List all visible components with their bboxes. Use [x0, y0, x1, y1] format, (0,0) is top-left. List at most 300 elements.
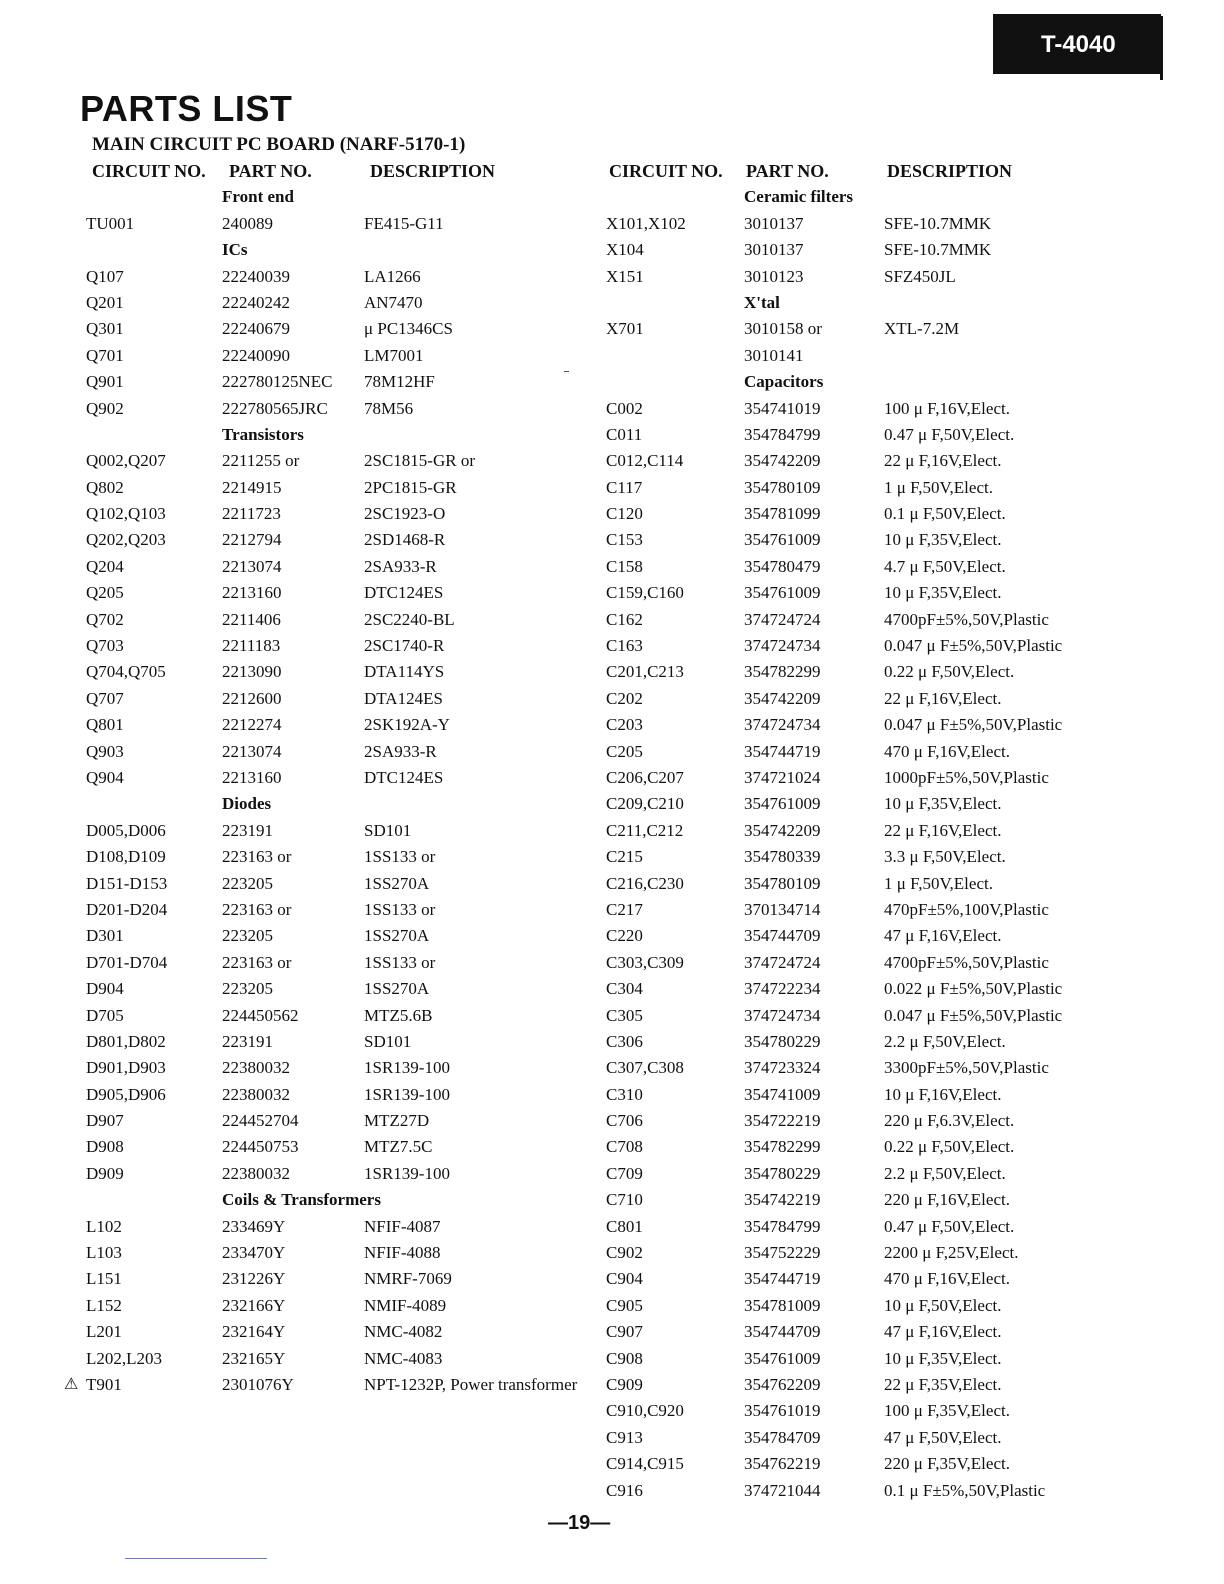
table-row	[0, 607, 612, 633]
circuit-no-cell: C304	[606, 979, 643, 999]
part-no-cell: 354780229	[744, 1163, 821, 1183]
part-no-cell: 354761009	[744, 530, 821, 550]
description-cell: 100 μ F,16V,Elect.	[884, 398, 1010, 418]
section-heading: Diodes	[222, 794, 272, 814]
section-heading-row	[600, 290, 1224, 316]
part-no-cell: 2213160	[222, 767, 282, 787]
circuit-no-cell: Q201	[86, 292, 124, 312]
part-no-cell: 224450562	[222, 1005, 299, 1025]
part-no-cell: 232164Y	[222, 1322, 286, 1342]
circuit-no-cell: C117	[606, 477, 643, 497]
description-cell: MTZ7.5C	[364, 1137, 433, 1157]
description-cell: 22 μ F,16V,Elect.	[884, 820, 1002, 840]
description-cell: NMIF-4089	[364, 1295, 447, 1315]
description-cell: 47 μ F,16V,Elect.	[884, 1322, 1002, 1342]
table-row	[0, 712, 612, 738]
description-cell: 10 μ F,35V,Elect.	[884, 794, 1002, 814]
part-no-cell: 232166Y	[222, 1295, 286, 1315]
part-no-cell: 3010158 or	[744, 319, 822, 339]
table-row	[0, 580, 612, 606]
description-cell: 2SC2240-BL	[364, 609, 455, 629]
part-no-cell: 223205	[222, 926, 273, 946]
table-row	[0, 923, 612, 949]
circuit-no-cell: X104	[606, 240, 644, 260]
description-cell: SD101	[364, 1031, 412, 1051]
part-no-cell: 374722234	[744, 979, 821, 999]
table-row	[0, 501, 612, 527]
part-no-cell: 354780229	[744, 1031, 821, 1051]
circuit-no-cell: D301	[86, 926, 124, 946]
description-cell: AN7470	[364, 292, 423, 312]
section-heading-row	[0, 1187, 612, 1213]
circuit-no-cell: D705	[86, 1005, 124, 1025]
part-no-cell: 223191	[222, 1031, 273, 1051]
circuit-no-cell: X101,X102	[606, 213, 686, 233]
part-no-cell: 354761019	[744, 1401, 821, 1421]
circuit-no-cell: Q102,Q103	[86, 504, 166, 524]
description-cell: μ PC1346CS	[364, 319, 453, 339]
table-row	[0, 264, 612, 290]
part-no-cell: 22240090	[222, 345, 290, 365]
table-row	[0, 1003, 612, 1029]
table-row	[600, 475, 1224, 501]
description-cell: 22 μ F,16V,Elect.	[884, 688, 1002, 708]
description-cell: 4700pF±5%,50V,Plastic	[884, 952, 1049, 972]
circuit-no-cell: C303,C309	[606, 952, 684, 972]
table-row	[600, 527, 1224, 553]
table-row	[600, 712, 1224, 738]
table-row	[600, 237, 1224, 263]
description-cell: 470pF±5%,100V,Plastic	[884, 899, 1049, 919]
part-no-cell: 374724734	[744, 1005, 821, 1025]
description-cell: 1 μ F,50V,Elect.	[884, 873, 993, 893]
table-row	[0, 897, 612, 923]
circuit-no-cell: C203	[606, 715, 643, 735]
table-row	[600, 264, 1224, 290]
part-no-cell: 22240039	[222, 266, 290, 286]
description-cell: DTC124ES	[364, 767, 444, 787]
table-row	[0, 290, 612, 316]
description-cell: 10 μ F,35V,Elect.	[884, 1348, 1002, 1368]
part-no-cell: 374721044	[744, 1480, 821, 1500]
circuit-no-cell: C163	[606, 636, 643, 656]
part-no-cell: 354784799	[744, 424, 821, 444]
part-no-cell: 224450753	[222, 1137, 299, 1157]
description-cell: 1SS270A	[364, 873, 430, 893]
table-row	[600, 1214, 1224, 1240]
description-cell: 2200 μ F,25V,Elect.	[884, 1243, 1019, 1263]
part-no-cell: 354742219	[744, 1190, 821, 1210]
circuit-no-cell: C306	[606, 1031, 643, 1051]
circuit-no-cell: Q703	[86, 636, 124, 656]
section-heading: Coils & Transformers	[222, 1190, 381, 1210]
header-description: DESCRIPTION	[370, 161, 496, 181]
description-cell: 0.047 μ F±5%,50V,Plastic	[884, 636, 1063, 656]
circuit-no-cell: D801,D802	[86, 1031, 166, 1051]
circuit-no-cell: C710	[606, 1190, 643, 1210]
part-no-cell: 354780109	[744, 477, 821, 497]
description-cell: 2SC1923-O	[364, 504, 446, 524]
description-cell: XTL-7.2M	[884, 319, 960, 339]
description-cell: NMC-4082	[364, 1322, 443, 1342]
table-row	[600, 396, 1224, 422]
part-no-cell: 374724734	[744, 715, 821, 735]
description-cell: 22 μ F,16V,Elect.	[884, 451, 1002, 471]
table-row	[0, 686, 612, 712]
circuit-no-cell: C202	[606, 688, 643, 708]
circuit-no-cell: X701	[606, 319, 644, 339]
table-row	[0, 1214, 612, 1240]
table-row	[0, 316, 612, 342]
circuit-no-cell: C307,C308	[606, 1058, 684, 1078]
circuit-no-cell: C913	[606, 1427, 643, 1447]
table-row	[600, 448, 1224, 474]
part-no-cell: 354722219	[744, 1111, 821, 1131]
table-row	[0, 554, 612, 580]
circuit-no-cell: C709	[606, 1163, 643, 1183]
table-row	[0, 527, 612, 553]
section-heading: X'tal	[744, 292, 780, 312]
circuit-no-cell: Q801	[86, 715, 124, 735]
description-cell: MTZ5.6B	[364, 1005, 433, 1025]
circuit-no-cell: C909	[606, 1374, 643, 1394]
circuit-no-cell: C162	[606, 609, 643, 629]
circuit-no-cell: Q202,Q203	[86, 530, 166, 550]
description-cell: 470 μ F,16V,Elect.	[884, 741, 1010, 761]
part-no-cell: 370134714	[744, 899, 821, 919]
circuit-no-cell: L202,L203	[86, 1348, 163, 1368]
circuit-no-cell: Q902	[86, 398, 124, 418]
circuit-no-cell: C801	[606, 1216, 643, 1236]
part-no-cell: 2213090	[222, 662, 282, 682]
column-header-row	[600, 158, 1224, 184]
part-no-cell: 354742209	[744, 820, 821, 840]
circuit-no-cell: C205	[606, 741, 643, 761]
circuit-no-cell: C206,C207	[606, 767, 684, 787]
circuit-no-cell: Q904	[86, 767, 124, 787]
table-row	[600, 1425, 1224, 1451]
description-cell: 0.47 μ F,50V,Elect.	[884, 424, 1015, 444]
description-cell: 47 μ F,16V,Elect.	[884, 926, 1002, 946]
description-cell: 78M12HF	[364, 372, 435, 392]
part-no-cell: 354782299	[744, 1137, 821, 1157]
part-no-cell: 354762219	[744, 1454, 821, 1474]
circuit-no-cell: C902	[606, 1243, 643, 1263]
part-no-cell: 2213160	[222, 583, 282, 603]
circuit-no-cell: C220	[606, 926, 643, 946]
part-no-cell: 2212274	[222, 715, 282, 735]
header-part-no: PART NO.	[229, 161, 312, 181]
column-header-row	[0, 158, 612, 184]
table-row	[600, 791, 1224, 817]
part-no-cell: 3010141	[744, 345, 804, 365]
circuit-no-cell: D907	[86, 1111, 124, 1131]
page-title: PARTS LIST	[80, 88, 293, 129]
part-no-cell: 354761009	[744, 794, 821, 814]
circuit-no-cell: C158	[606, 556, 643, 576]
circuit-no-cell: C159,C160	[606, 583, 684, 603]
description-cell: NFIF-4087	[364, 1216, 441, 1236]
part-no-cell: 354784799	[744, 1216, 821, 1236]
description-cell: 1SR139-100	[364, 1058, 450, 1078]
table-row	[600, 871, 1224, 897]
circuit-no-cell: X151	[606, 266, 644, 286]
description-cell: 220 μ F,35V,Elect.	[884, 1454, 1010, 1474]
circuit-no-cell: Q205	[86, 583, 124, 603]
header-description: DESCRIPTION	[887, 161, 1013, 181]
section-heading: ICs	[222, 240, 248, 260]
description-cell: 10 μ F,35V,Elect.	[884, 530, 1002, 550]
part-no-cell: 2212794	[222, 530, 282, 550]
table-row	[0, 1266, 612, 1292]
part-no-cell: 374724724	[744, 609, 821, 629]
description-cell: 1SS270A	[364, 926, 430, 946]
part-no-cell: 354780479	[744, 556, 821, 576]
part-no-cell: 354744709	[744, 926, 821, 946]
description-cell: 0.047 μ F±5%,50V,Plastic	[884, 715, 1063, 735]
circuit-no-cell: L103	[86, 1243, 122, 1263]
table-row	[0, 844, 612, 870]
description-cell: 1SS133 or	[364, 952, 436, 972]
table-row	[600, 765, 1224, 791]
circuit-no-cell: L102	[86, 1216, 122, 1236]
table-row	[600, 1187, 1224, 1213]
description-cell: NMRF-7069	[364, 1269, 452, 1289]
part-no-cell: 231226Y	[222, 1269, 286, 1289]
circuit-no-cell: C310	[606, 1084, 643, 1104]
table-row	[600, 844, 1224, 870]
part-no-cell: 2213074	[222, 741, 282, 761]
part-no-cell: 22380032	[222, 1058, 290, 1078]
circuit-no-cell: D908	[86, 1137, 124, 1157]
description-cell: LA1266	[364, 266, 421, 286]
table-row	[600, 1003, 1224, 1029]
table-row	[600, 1055, 1224, 1081]
description-cell: 2SA933-R	[364, 741, 437, 761]
section-heading-row	[0, 422, 612, 448]
table-row	[600, 422, 1224, 448]
table-row	[0, 818, 612, 844]
table-row	[600, 1108, 1224, 1134]
circuit-no-cell: C910,C920	[606, 1401, 684, 1421]
part-no-cell: 224452704	[222, 1111, 299, 1131]
table-row	[600, 580, 1224, 606]
page-number: —19—	[548, 1512, 611, 1534]
table-row	[600, 923, 1224, 949]
description-cell: 1SS133 or	[364, 847, 436, 867]
table-row	[0, 369, 612, 395]
table-row	[0, 448, 612, 474]
description-cell: 1SR139-100	[364, 1163, 450, 1183]
section-heading: Transistors	[222, 424, 304, 444]
description-cell: 0.47 μ F,50V,Elect.	[884, 1216, 1015, 1236]
part-no-cell: 354744719	[744, 1269, 821, 1289]
description-cell: 1000pF±5%,50V,Plastic	[884, 767, 1049, 787]
circuit-no-cell: C209,C210	[606, 794, 684, 814]
part-no-cell: 354782299	[744, 662, 821, 682]
part-no-cell: 232165Y	[222, 1348, 286, 1368]
part-no-cell: 354741009	[744, 1084, 821, 1104]
part-no-cell: 2212600	[222, 688, 282, 708]
table-row	[0, 739, 612, 765]
description-cell: 2SD1468-R	[364, 530, 446, 550]
table-row	[600, 501, 1224, 527]
table-row	[600, 659, 1224, 685]
part-no-cell: 2213074	[222, 556, 282, 576]
table-row	[0, 765, 612, 791]
table-row	[600, 686, 1224, 712]
circuit-no-cell: C120	[606, 504, 643, 524]
part-no-cell: 374723324	[744, 1058, 821, 1078]
table-row	[0, 1082, 612, 1108]
description-cell: NMC-4083	[364, 1348, 443, 1368]
part-no-cell: 354781099	[744, 504, 821, 524]
circuit-no-cell: Q704,Q705	[86, 662, 166, 682]
table-row	[600, 950, 1224, 976]
part-no-cell: 22380032	[222, 1084, 290, 1104]
part-no-cell: 354742209	[744, 451, 821, 471]
part-no-cell: 22240679	[222, 319, 290, 339]
part-no-cell: 374721024	[744, 767, 821, 787]
part-no-cell: 223163 or	[222, 952, 292, 972]
description-cell: 1SR139-100	[364, 1084, 450, 1104]
circuit-no-cell: TU001	[86, 213, 135, 233]
circuit-no-cell: C011	[606, 424, 643, 444]
description-cell: DTA114YS	[364, 662, 445, 682]
description-cell: FE415-G11	[364, 213, 444, 233]
circuit-no-cell: Q901	[86, 372, 124, 392]
description-cell: 0.1 μ F±5%,50V,Plastic	[884, 1480, 1046, 1500]
table-row	[600, 316, 1224, 342]
table-row	[0, 1240, 612, 1266]
part-no-cell: 3010137	[744, 240, 804, 260]
model-number-badge	[993, 14, 1161, 74]
description-cell: 10 μ F,50V,Elect.	[884, 1295, 1002, 1315]
part-no-cell: 2211723	[222, 504, 281, 524]
table-row	[600, 211, 1224, 237]
section-heading-row	[600, 369, 1224, 395]
circuit-no-cell: C002	[606, 398, 643, 418]
table-row	[600, 607, 1224, 633]
circuit-no-cell: Q301	[86, 319, 124, 339]
description-cell: SFE-10.7MMK	[884, 213, 992, 233]
part-no-cell: 22240242	[222, 292, 290, 312]
table-row	[0, 659, 612, 685]
circuit-no-cell: C217	[606, 899, 643, 919]
part-no-cell: 354762209	[744, 1374, 821, 1394]
part-no-cell: 2214915	[222, 477, 282, 497]
circuit-no-cell: Q701	[86, 345, 124, 365]
circuit-no-cell: Q204	[86, 556, 124, 576]
description-cell: 10 μ F,35V,Elect.	[884, 583, 1002, 603]
table-row	[0, 343, 612, 369]
part-no-cell: 374724734	[744, 636, 821, 656]
circuit-no-cell: C215	[606, 847, 643, 867]
table-row	[600, 633, 1224, 659]
description-cell: SFE-10.7MMK	[884, 240, 992, 260]
description-cell: 3.3 μ F,50V,Elect.	[884, 847, 1006, 867]
table-row	[600, 818, 1224, 844]
description-cell: NPT-1232P, Power transformer	[364, 1374, 578, 1394]
table-row	[0, 396, 612, 422]
table-row	[0, 871, 612, 897]
circuit-no-cell: T901	[86, 1374, 122, 1394]
description-cell: 100 μ F,35V,Elect.	[884, 1401, 1010, 1421]
part-no-cell: 354780109	[744, 873, 821, 893]
table-row	[600, 1398, 1224, 1424]
circuit-no-cell: L151	[86, 1269, 122, 1289]
table-row	[600, 1319, 1224, 1345]
table-row	[600, 1029, 1224, 1055]
circuit-no-cell: C905	[606, 1295, 643, 1315]
section-heading-row	[600, 184, 1224, 210]
description-cell: 2SC1740-R	[364, 636, 445, 656]
description-cell: 1SS133 or	[364, 899, 436, 919]
board-title: MAIN CIRCUIT PC BOARD (NARF-5170-1)	[92, 134, 466, 155]
description-cell: 0.1 μ F,50V,Elect.	[884, 504, 1006, 524]
circuit-no-cell: L152	[86, 1295, 122, 1315]
table-row	[600, 1293, 1224, 1319]
table-row	[600, 1240, 1224, 1266]
table-row	[0, 1161, 612, 1187]
table-row	[0, 211, 612, 237]
table-row	[600, 1266, 1224, 1292]
part-no-cell: 354752229	[744, 1243, 821, 1263]
table-row	[0, 475, 612, 501]
description-cell: 2.2 μ F,50V,Elect.	[884, 1163, 1006, 1183]
table-row	[0, 976, 612, 1002]
description-cell: SFZ450JL	[884, 266, 956, 286]
table-row	[0, 1029, 612, 1055]
description-cell: SD101	[364, 820, 412, 840]
part-no-cell: 354741019	[744, 398, 821, 418]
circuit-no-cell: C153	[606, 530, 643, 550]
table-row	[0, 1319, 612, 1345]
circuit-no-cell: C305	[606, 1005, 643, 1025]
part-no-cell: 354761009	[744, 1348, 821, 1368]
circuit-no-cell: C216,C230	[606, 873, 684, 893]
part-no-cell: 22380032	[222, 1163, 290, 1183]
table-row	[0, 1346, 612, 1372]
table-row	[600, 343, 1224, 369]
description-cell: 470 μ F,16V,Elect.	[884, 1269, 1010, 1289]
description-cell: 4.7 μ F,50V,Elect.	[884, 556, 1006, 576]
table-row	[600, 1372, 1224, 1398]
section-heading: Ceramic filters	[744, 187, 854, 207]
description-cell: 0.047 μ F±5%,50V,Plastic	[884, 1005, 1063, 1025]
description-cell: 0.22 μ F,50V,Elect.	[884, 1137, 1015, 1157]
circuit-no-cell: C211,C212	[606, 820, 684, 840]
table-row	[600, 554, 1224, 580]
part-no-cell: 2211255 or	[222, 451, 300, 471]
description-cell: 2SK192A-Y	[364, 715, 450, 735]
part-no-cell: 354744719	[744, 741, 821, 761]
part-no-cell: 354742209	[744, 688, 821, 708]
circuit-no-cell: D151-D153	[86, 873, 168, 893]
description-cell: 10 μ F,16V,Elect.	[884, 1084, 1002, 1104]
table-row	[0, 1293, 612, 1319]
description-cell: 0.22 μ F,50V,Elect.	[884, 662, 1015, 682]
circuit-no-cell: D909	[86, 1163, 124, 1183]
circuit-no-cell: D701-D704	[86, 952, 168, 972]
table-row	[0, 1134, 612, 1160]
description-cell: 2SC1815-GR or	[364, 451, 475, 471]
section-heading-row	[0, 791, 612, 817]
table-row	[600, 1134, 1224, 1160]
table-row	[600, 1082, 1224, 1108]
circuit-no-cell: Q702	[86, 609, 124, 629]
description-cell: 47 μ F,50V,Elect.	[884, 1427, 1002, 1447]
